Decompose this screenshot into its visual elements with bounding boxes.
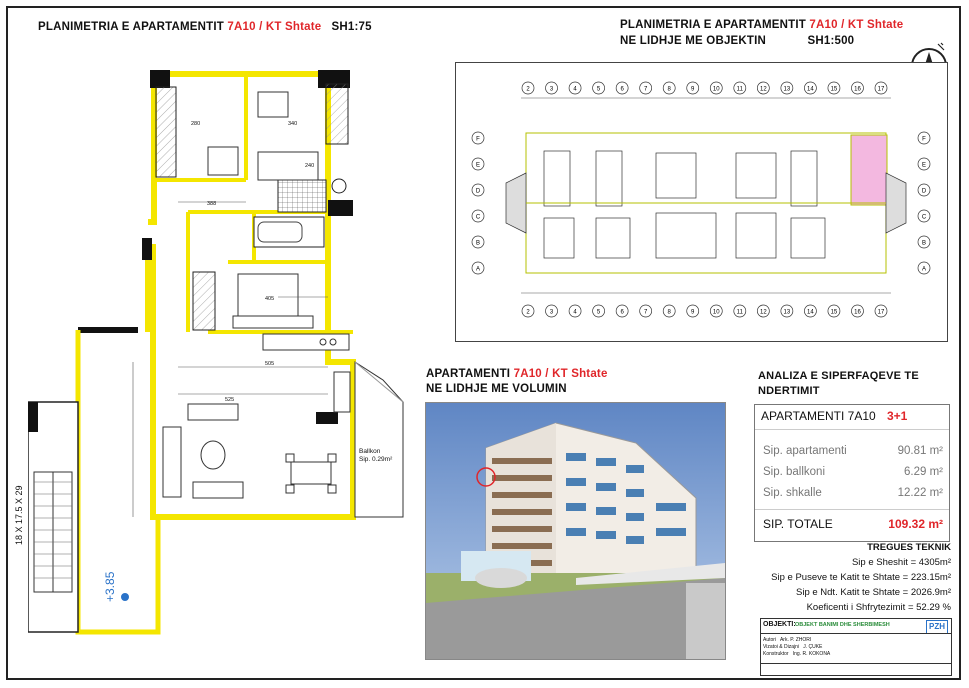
axis-top-label: 14 bbox=[807, 86, 814, 93]
axis-top-label: 3 bbox=[549, 86, 554, 93]
apartment-type: 3+1 bbox=[887, 409, 908, 423]
axis-bottom-label: 2 bbox=[526, 309, 530, 316]
site-title bbox=[620, 19, 903, 31]
axis-bottom-label: 9 bbox=[691, 309, 695, 316]
title-block-row bbox=[763, 637, 830, 644]
axis-bottom-label: 17 bbox=[877, 309, 885, 316]
row-key: Konstruktor bbox=[763, 651, 789, 657]
dim-label: 240 bbox=[305, 163, 315, 169]
title-block-row bbox=[763, 651, 830, 658]
dim-label: 405 bbox=[265, 296, 275, 302]
row-label: Sip. ballkoni bbox=[763, 466, 826, 478]
table-total-row bbox=[755, 509, 949, 540]
row-key: Vizatoi & Dizajni bbox=[763, 644, 800, 650]
axis-top-label: 5 bbox=[596, 86, 601, 93]
objekti-value: OBJEKT BANIMI DHE SHERBIMESH bbox=[795, 622, 890, 628]
tech-line: Koeficenti i Shfrytezimit = 52.29 % bbox=[806, 602, 951, 613]
total-value: 109.32 m² bbox=[888, 517, 943, 531]
axis-top-label: 4 bbox=[573, 86, 577, 93]
axis-right-label: F bbox=[922, 136, 926, 143]
building-render-image bbox=[425, 402, 726, 660]
plan-title-scale: SH1:75 bbox=[331, 21, 372, 33]
plan-title bbox=[38, 21, 372, 33]
axis-left-label: C bbox=[475, 214, 481, 221]
site-plan-panel bbox=[455, 62, 948, 342]
axis-right-label: B bbox=[921, 240, 927, 247]
tech-line: Sip e Sheshit = 4305m² bbox=[851, 557, 951, 568]
axis-right-label: D bbox=[921, 188, 927, 195]
axis-top-label: 11 bbox=[736, 86, 743, 93]
axis-bottom-label: 5 bbox=[596, 309, 601, 316]
axis-top-label: 12 bbox=[759, 86, 767, 93]
stair-dimension: 18 X 17.5 X 29 bbox=[14, 485, 24, 545]
axis-top-label: 17 bbox=[877, 86, 885, 93]
axis-bottom-label: 14 bbox=[807, 309, 814, 316]
site-plan bbox=[456, 63, 946, 340]
level-marker: +3.85 bbox=[103, 571, 117, 602]
analysis-heading-2: NDERTIMIT bbox=[758, 385, 820, 397]
dim-label: 280 bbox=[191, 121, 201, 127]
axis-bottom-label: 11 bbox=[736, 309, 743, 316]
axis-top-label: 13 bbox=[783, 86, 791, 93]
row-key: Autori bbox=[763, 637, 777, 643]
axis-left-label: B bbox=[475, 240, 481, 247]
tech-heading: TREGUES TEKNIK bbox=[867, 542, 951, 553]
title-block-rows bbox=[763, 637, 830, 658]
axis-top-label: 16 bbox=[854, 86, 861, 93]
axis-left-label: E bbox=[475, 162, 481, 169]
tech-line: Sip e Ndt. Katit te Shtate = 2026.9m² bbox=[796, 587, 951, 598]
dim-label: 525 bbox=[225, 397, 235, 403]
axis-right-label: A bbox=[921, 266, 927, 273]
row-label: Sip. apartamenti bbox=[763, 445, 847, 457]
axis-top-label: 9 bbox=[691, 86, 695, 93]
axis-right-label: E bbox=[921, 162, 927, 169]
axis-top-label: 10 bbox=[712, 86, 720, 93]
tech-line: Sip e Puseve te Katit te Shtate = 223.15m² bbox=[771, 572, 951, 583]
row-value: Ark. P. ZHORI bbox=[779, 637, 812, 643]
volume-title-text: APARTAMENTI bbox=[426, 368, 511, 380]
axis-bottom-label: 8 bbox=[667, 309, 671, 316]
site-title-code: 7A10 / KT Shtate bbox=[809, 19, 904, 31]
balcony-note bbox=[359, 448, 392, 464]
row-value: Ing. R. KOKONA bbox=[792, 651, 831, 657]
axis-bottom-label: 6 bbox=[620, 309, 624, 316]
table-header-row bbox=[755, 409, 949, 430]
axis-top-label: 6 bbox=[620, 86, 624, 93]
apartment-label: APARTAMENTI 7A10 bbox=[761, 409, 876, 423]
dim-label: 388 bbox=[207, 201, 217, 207]
volume-subtitle: NE LIDHJE ME VOLUMIN bbox=[426, 383, 567, 395]
axis-bottom-label: 12 bbox=[759, 309, 767, 316]
title-block-row bbox=[763, 644, 830, 651]
axis-top-label: 15 bbox=[830, 86, 838, 93]
plan-axis-label: A-9 bbox=[90, 328, 101, 335]
company-logo: PZH bbox=[926, 620, 948, 634]
axis-bottom-label: 4 bbox=[573, 309, 577, 316]
volume-title-code: 7A10 / KT Shtate bbox=[513, 368, 608, 380]
axis-bottom-label: 3 bbox=[549, 309, 554, 316]
site-subtitle-text: NE LIDHJE ME OBJEKTIN bbox=[620, 35, 767, 47]
axis-top-label: 2 bbox=[526, 86, 530, 93]
floor-plan bbox=[28, 62, 418, 642]
site-subtitle bbox=[620, 35, 854, 47]
analysis-heading: ANALIZA E SIPERFAQEVE TE bbox=[758, 370, 919, 382]
total-label: SIP. TOTALE bbox=[763, 517, 833, 531]
balcony-area: Sip. 0.29m² bbox=[359, 456, 393, 463]
volume-title bbox=[426, 368, 608, 380]
axis-right-label: C bbox=[921, 214, 927, 221]
row-label: Sip. shkalle bbox=[763, 487, 822, 499]
row-value: 6.29 m² bbox=[904, 466, 943, 478]
axis-left-label: D bbox=[475, 188, 481, 195]
site-scale: SH1:500 bbox=[807, 35, 855, 47]
row-value: 12.22 m² bbox=[897, 487, 943, 499]
balcony-label: Ballkon bbox=[359, 448, 381, 455]
dim-label: 340 bbox=[288, 121, 298, 127]
axis-left-label: F bbox=[476, 136, 480, 143]
plan-title-text: PLANIMETRIA E APARTAMENTIT bbox=[38, 21, 224, 33]
axis-bottom-label: 7 bbox=[643, 309, 648, 316]
objekti-label: OBJEKTI: bbox=[763, 621, 796, 628]
site-title-text: PLANIMETRIA E APARTAMENTIT bbox=[620, 19, 806, 31]
area-table bbox=[754, 404, 950, 542]
dim-label: 505 bbox=[265, 361, 275, 367]
axis-left-label: A bbox=[475, 266, 481, 273]
axis-bottom-label: 13 bbox=[783, 309, 791, 316]
axis-bottom-label: 10 bbox=[712, 309, 720, 316]
axis-top-label: 7 bbox=[643, 86, 648, 93]
axis-bottom-label: 16 bbox=[854, 309, 861, 316]
row-value: 90.81 m² bbox=[897, 445, 943, 457]
title-block bbox=[760, 618, 952, 676]
row-value: J. ÇUKE bbox=[803, 644, 823, 650]
axis-bottom-label: 15 bbox=[830, 309, 838, 316]
plan-title-code: 7A10 / KT Shtate bbox=[227, 21, 322, 33]
axis-top-label: 8 bbox=[667, 86, 671, 93]
